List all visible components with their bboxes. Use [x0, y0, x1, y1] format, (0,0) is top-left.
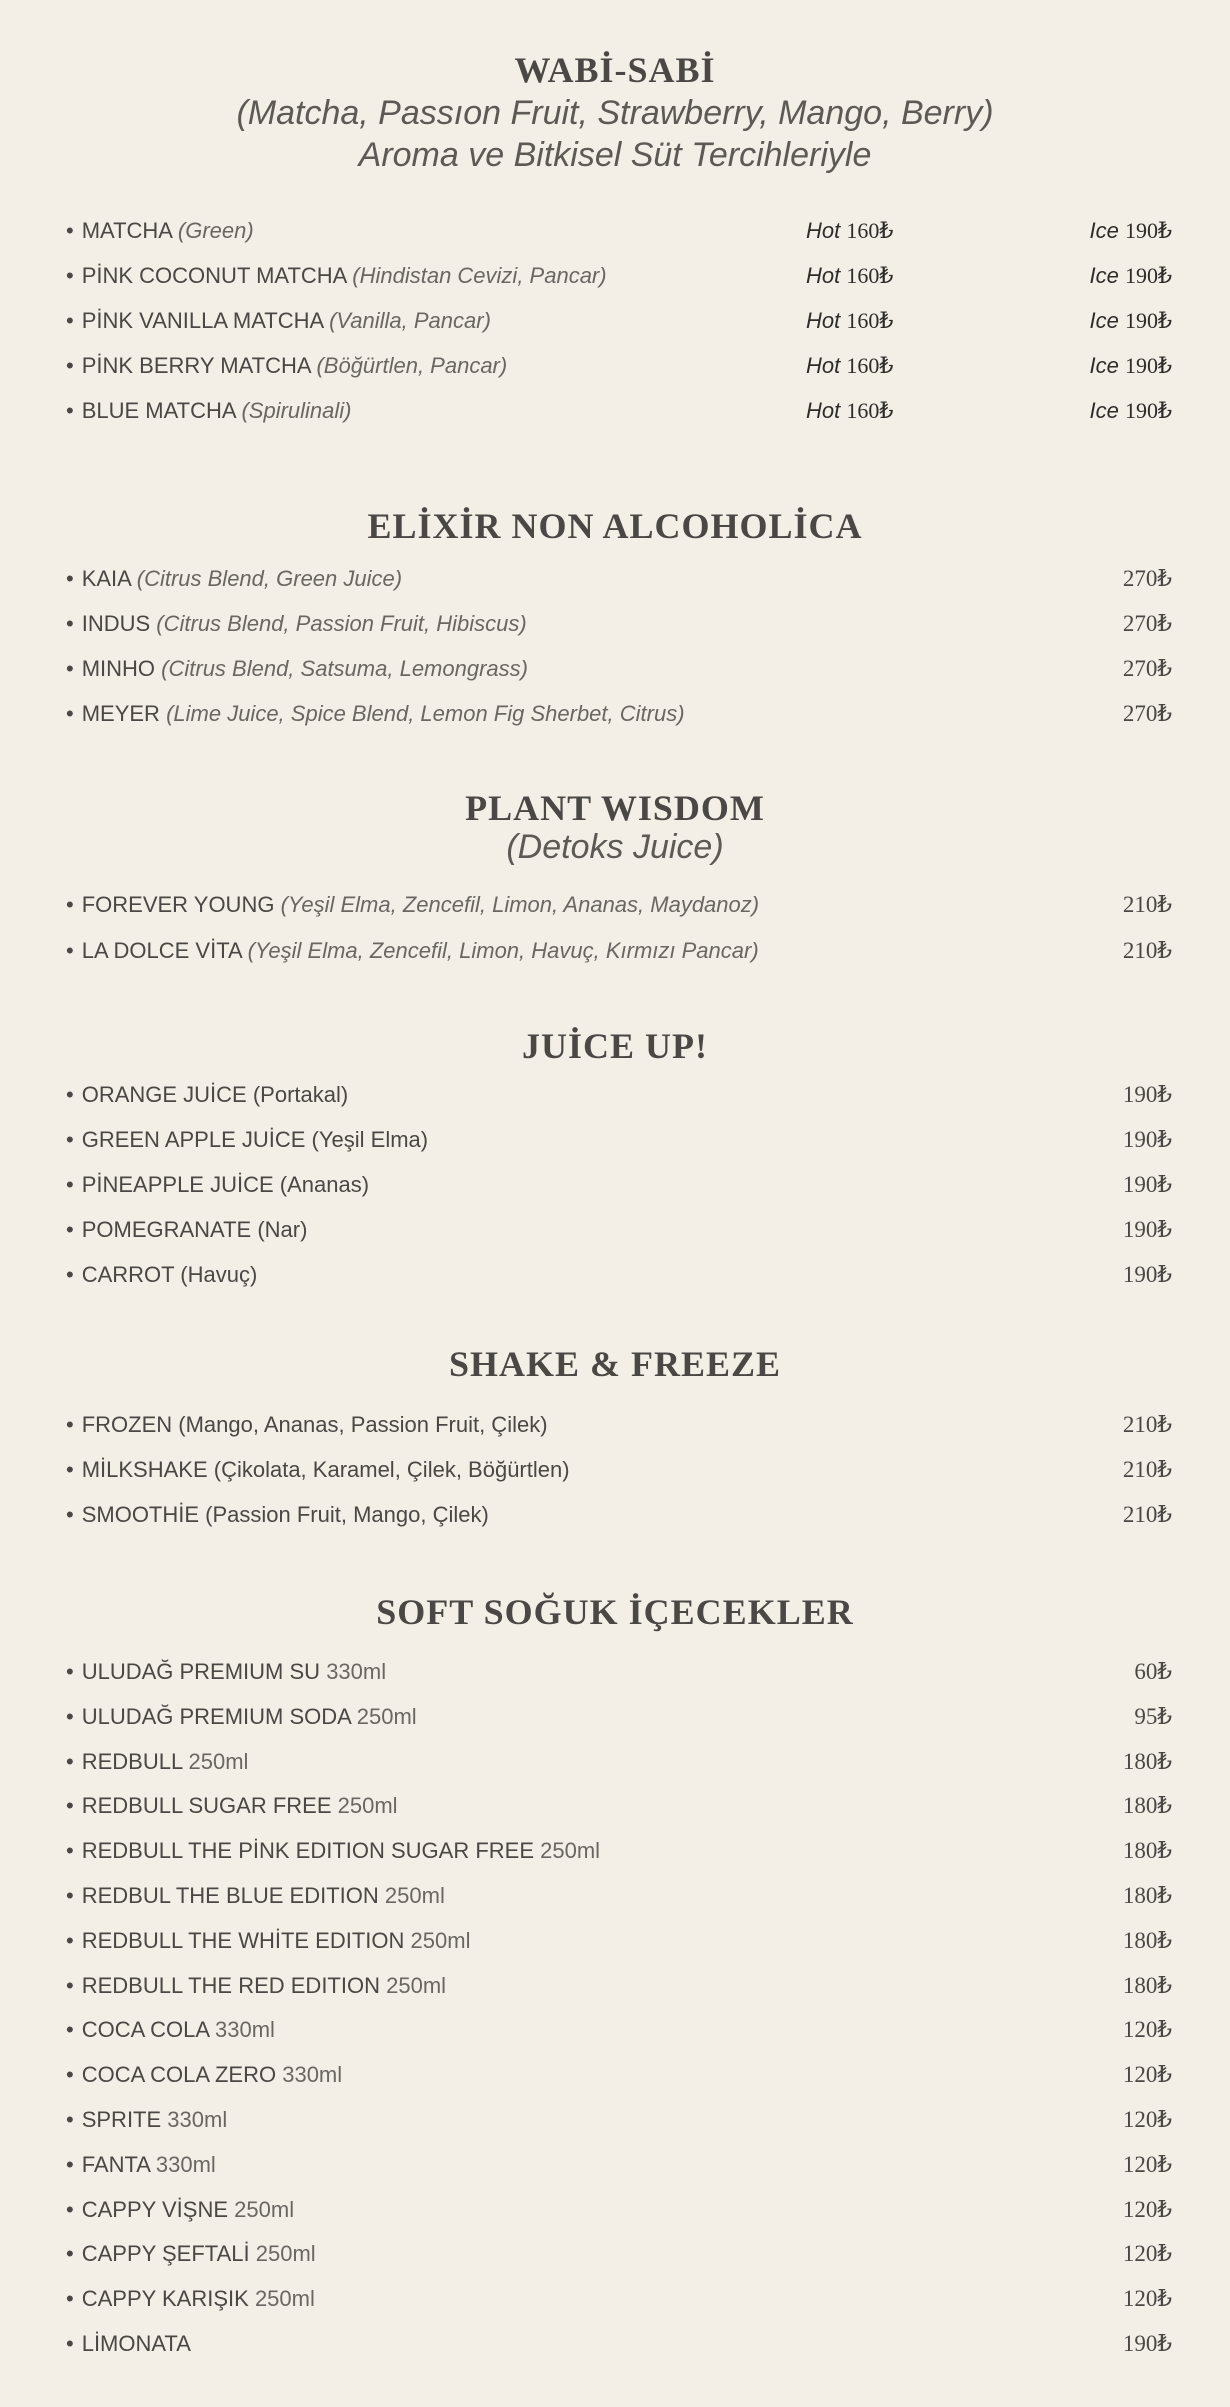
bullet: •: [66, 566, 74, 591]
item-size: 250ml: [410, 1928, 471, 1953]
soft-drink-row: [0, 2193, 1230, 2227]
item-name: PİNK COCONUT MATCHA: [81, 263, 347, 288]
item-name: PİNEAPPLE JUİCE (Ananas): [81, 1172, 370, 1197]
soft-drink-row: [0, 2103, 1230, 2137]
bullet: •: [66, 2152, 74, 2177]
item-size: 250ml: [255, 2241, 316, 2266]
bullet: •: [66, 2331, 74, 2356]
ice-price: 190₺: [1125, 308, 1172, 333]
menu-item-pink-coconut-matcha: [0, 259, 1230, 293]
ice-label: Ice: [1089, 263, 1119, 288]
bullet: •: [66, 1928, 74, 1953]
bullet: •: [66, 1457, 74, 1482]
item-name: POMEGRANATE (Nar): [81, 1217, 308, 1242]
ice-label: Ice: [1089, 398, 1119, 423]
item-desc: (Citrus Blend, Passion Fruit, Hibiscus): [156, 611, 527, 636]
item-name: FOREVER YOUNG: [81, 892, 275, 917]
elixir-title: ELİXİR NON ALCOHOLİCA: [367, 506, 863, 546]
item-name: LİMONATA: [81, 2331, 191, 2356]
soft-drink-row: [0, 2148, 1230, 2182]
item-name: FROZEN (Mango, Ananas, Passion Fruit, Çilek): [81, 1412, 548, 1437]
item-price: 180₺: [1122, 1838, 1172, 1863]
bullet: •: [66, 656, 74, 681]
bullet: •: [66, 611, 74, 636]
item-name: CAPPY KARIŞIK: [81, 2286, 249, 2311]
hot-label: Hot: [806, 263, 841, 288]
bullet: •: [66, 263, 74, 288]
bullet: •: [66, 1412, 74, 1437]
hot-label: Hot: [806, 398, 841, 423]
item-name: REDBULL THE PİNK EDITION SUGAR FREE: [81, 1838, 535, 1863]
item-size: 330ml: [155, 2152, 216, 2177]
item-price: 120₺: [1122, 2062, 1172, 2087]
item-price: 270₺: [1122, 611, 1172, 636]
soft-drink-row: [0, 1969, 1230, 2003]
item-size: 250ml: [386, 1973, 447, 1998]
item-name: KAIA: [81, 566, 131, 591]
item-name: COCA COLA: [81, 2017, 209, 2042]
ice-label: Ice: [1089, 218, 1119, 243]
item-name: REDBUL THE BLUE EDITION: [81, 1883, 379, 1908]
item-name: ORANGE JUİCE (Portakal): [81, 1082, 349, 1107]
item-size: 250ml: [540, 1838, 601, 1863]
bullet: •: [66, 1883, 74, 1908]
bullet: •: [66, 2241, 74, 2266]
item-price: 190₺: [1122, 1172, 1172, 1197]
soft-drink-row: [0, 1879, 1230, 1913]
menu-item-pineapple-juice: [0, 1168, 1230, 1202]
bullet: •: [66, 938, 74, 963]
item-name: CARROT (Havuç): [81, 1262, 258, 1287]
item-price: 210₺: [1122, 1457, 1172, 1482]
hot-price: 160₺: [846, 398, 894, 423]
menu-item-pink-vanilla-matcha: [0, 304, 1230, 338]
item-price: 190₺: [1122, 1082, 1172, 1107]
item-desc: (Citrus Blend, Satsuma, Lemongrass): [161, 656, 528, 681]
soft-drinks-title: SOFT SOĞUK İÇECEKLER: [376, 1592, 854, 1632]
hot-price: 160₺: [846, 263, 894, 288]
soft-drink-row: [0, 1924, 1230, 1958]
item-price: 210₺: [1122, 1412, 1172, 1437]
item-price: 120₺: [1122, 2107, 1172, 2132]
item-price: 210₺: [1122, 938, 1172, 963]
wabi-sabi-subtitle-2: Aroma ve Bitkisel Süt Tercihleriyle: [358, 136, 872, 174]
item-price: 180₺: [1122, 1793, 1172, 1818]
item-desc: (Green): [177, 218, 254, 243]
plant-wisdom-title: PLANT WISDOM: [465, 788, 765, 828]
item-desc: (Citrus Blend, Green Juice): [136, 566, 403, 591]
item-price: 95₺: [1134, 1704, 1172, 1729]
item-size: 250ml: [356, 1704, 417, 1729]
menu-item-pink-berry-matcha: [0, 349, 1230, 383]
item-name: PİNK BERRY MATCHA: [81, 353, 311, 378]
menu-item-milkshake: [0, 1453, 1230, 1487]
hot-price: 160₺: [846, 353, 894, 378]
ice-label: Ice: [1089, 353, 1119, 378]
item-size: 250ml: [337, 1793, 398, 1818]
item-price: 120₺: [1122, 2017, 1172, 2042]
ice-price: 190₺: [1125, 263, 1172, 288]
soft-drink-row: [0, 1655, 1230, 1689]
soft-drink-row: [0, 1789, 1230, 1823]
item-price: 120₺: [1122, 2152, 1172, 2177]
menu-item-indus: [0, 607, 1230, 641]
soft-drink-row: [0, 2327, 1230, 2361]
item-name: GREEN APPLE JUİCE (Yeşil Elma): [81, 1127, 429, 1152]
hot-label: Hot: [806, 218, 841, 243]
bullet: •: [66, 308, 74, 333]
bullet: •: [66, 1793, 74, 1818]
item-price: 210₺: [1122, 892, 1172, 917]
item-name: MİLKSHAKE (Çikolata, Karamel, Çilek, Böğürtlen): [81, 1457, 570, 1482]
bullet: •: [66, 2197, 74, 2222]
item-name: ULUDAĞ PREMIUM SODA: [81, 1704, 351, 1729]
bullet: •: [66, 1704, 74, 1729]
item-name: LA DOLCE VİTA: [81, 938, 242, 963]
item-price: 190₺: [1122, 1262, 1172, 1287]
item-price: 180₺: [1122, 1973, 1172, 1998]
bullet: •: [66, 1127, 74, 1152]
menu-item-frozen: [0, 1408, 1230, 1442]
item-name: SMOOTHİE (Passion Fruit, Mango, Çilek): [81, 1502, 489, 1527]
item-name: REDBULL THE WHİTE EDITION: [81, 1928, 405, 1953]
juice-up-title: JUİCE UP!: [522, 1026, 708, 1066]
bullet: •: [66, 1502, 74, 1527]
hot-price: 160₺: [846, 218, 894, 243]
bullet: •: [66, 1217, 74, 1242]
item-name: CAPPY ŞEFTALİ: [81, 2241, 250, 2266]
soft-drink-row: [0, 2013, 1230, 2047]
item-name: PİNK VANILLA MATCHA: [81, 308, 323, 333]
menu-item-matcha: [0, 214, 1230, 248]
item-price: 120₺: [1122, 2197, 1172, 2222]
item-desc: (Spirulinali): [241, 398, 352, 423]
soft-drink-row: [0, 1700, 1230, 1734]
ice-price: 190₺: [1125, 218, 1172, 243]
item-name: INDUS: [81, 611, 151, 636]
bullet: •: [66, 2062, 74, 2087]
soft-drink-row: [0, 2282, 1230, 2316]
bullet: •: [66, 1262, 74, 1287]
menu-item-pomegranate: [0, 1213, 1230, 1247]
bullet: •: [66, 2107, 74, 2132]
menu-item-minho: [0, 652, 1230, 686]
bullet: •: [66, 2286, 74, 2311]
menu-item-blue-matcha: [0, 394, 1230, 428]
hot-label: Hot: [806, 353, 841, 378]
item-name: MATCHA: [81, 218, 172, 243]
item-name: REDBULL SUGAR FREE: [81, 1793, 332, 1818]
item-desc: (Lime Juice, Spice Blend, Lemon Fig Sherbet, Citrus): [166, 701, 685, 726]
item-price: 120₺: [1122, 2286, 1172, 2311]
item-name: CAPPY VİŞNE: [81, 2197, 229, 2222]
menu-item-la-dolce-vita: [0, 934, 1230, 968]
item-desc: (Böğürtlen, Pancar): [316, 353, 508, 378]
item-name: BLUE MATCHA: [81, 398, 236, 423]
item-name: REDBULL THE RED EDITION: [81, 1973, 380, 1998]
item-size: 330ml: [167, 2107, 228, 2132]
item-price: 190₺: [1122, 2331, 1172, 2356]
item-price: 120₺: [1122, 2241, 1172, 2266]
item-name: COCA COLA ZERO: [81, 2062, 277, 2087]
ice-price: 190₺: [1125, 398, 1172, 423]
item-size: 250ml: [254, 2286, 315, 2311]
soft-drink-row: [0, 2058, 1230, 2092]
bullet: •: [66, 1838, 74, 1863]
shake-freeze-title: SHAKE & FREEZE: [448, 1344, 782, 1384]
item-desc: (Yeşil Elma, Zencefil, Limon, Ananas, Maydanoz): [280, 892, 760, 917]
bullet: •: [66, 892, 74, 917]
bullet: •: [66, 353, 74, 378]
menu-item-green-apple-juice: [0, 1123, 1230, 1157]
hot-label: Hot: [806, 308, 841, 333]
item-price: 180₺: [1122, 1928, 1172, 1953]
item-name: MINHO: [81, 656, 156, 681]
ice-price: 190₺: [1125, 353, 1172, 378]
item-name: ULUDAĞ PREMIUM SU: [81, 1659, 321, 1684]
item-desc: (Yeşil Elma, Zencefil, Limon, Havuç, Kırmızı Pancar): [247, 938, 759, 963]
item-size: 330ml: [326, 1659, 387, 1684]
item-price: 180₺: [1122, 1883, 1172, 1908]
item-price: 60₺: [1134, 1659, 1172, 1684]
item-price: 190₺: [1122, 1127, 1172, 1152]
bullet: •: [66, 1749, 74, 1774]
menu-item-orange-juice: [0, 1078, 1230, 1112]
ice-label: Ice: [1089, 308, 1119, 333]
item-name: REDBULL: [81, 1749, 183, 1774]
hot-price: 160₺: [846, 308, 894, 333]
wabi-sabi-subtitle: (Matcha, Passıon Fruit, Strawberry, Mango, Berry): [236, 94, 994, 132]
soft-drink-row: [0, 1745, 1230, 1779]
menu-item-forever-young: [0, 888, 1230, 922]
bullet: •: [66, 1082, 74, 1107]
item-price: 270₺: [1122, 656, 1172, 681]
bullet: •: [66, 1973, 74, 1998]
bullet: •: [66, 218, 74, 243]
bullet: •: [66, 1659, 74, 1684]
item-desc: (Hindistan Cevizi, Pancar): [352, 263, 607, 288]
item-size: 250ml: [384, 1883, 445, 1908]
item-size: 250ml: [188, 1749, 249, 1774]
menu-item-smoothie: [0, 1498, 1230, 1532]
bullet: •: [66, 701, 74, 726]
plant-wisdom-subtitle: (Detoks Juice): [506, 828, 724, 866]
menu-item-meyer: [0, 697, 1230, 731]
item-name: SPRITE: [81, 2107, 162, 2132]
item-size: 330ml: [282, 2062, 343, 2087]
menu-item-kaia: [0, 562, 1230, 596]
item-price: 270₺: [1122, 701, 1172, 726]
item-name: MEYER: [81, 701, 160, 726]
item-price: 180₺: [1122, 1749, 1172, 1774]
item-size: 330ml: [214, 2017, 275, 2042]
item-price: 270₺: [1122, 566, 1172, 591]
wabi-sabi-title: WABİ-SABİ: [514, 50, 716, 90]
bullet: •: [66, 2017, 74, 2042]
item-size: 250ml: [234, 2197, 295, 2222]
item-price: 190₺: [1122, 1217, 1172, 1242]
item-price: 210₺: [1122, 1502, 1172, 1527]
bullet: •: [66, 398, 74, 423]
item-desc: (Vanilla, Pancar): [329, 308, 491, 333]
soft-drink-row: [0, 1834, 1230, 1868]
item-name: FANTA: [81, 2152, 150, 2177]
menu-item-carrot: [0, 1258, 1230, 1292]
soft-drink-row: [0, 2237, 1230, 2271]
bullet: •: [66, 1172, 74, 1197]
